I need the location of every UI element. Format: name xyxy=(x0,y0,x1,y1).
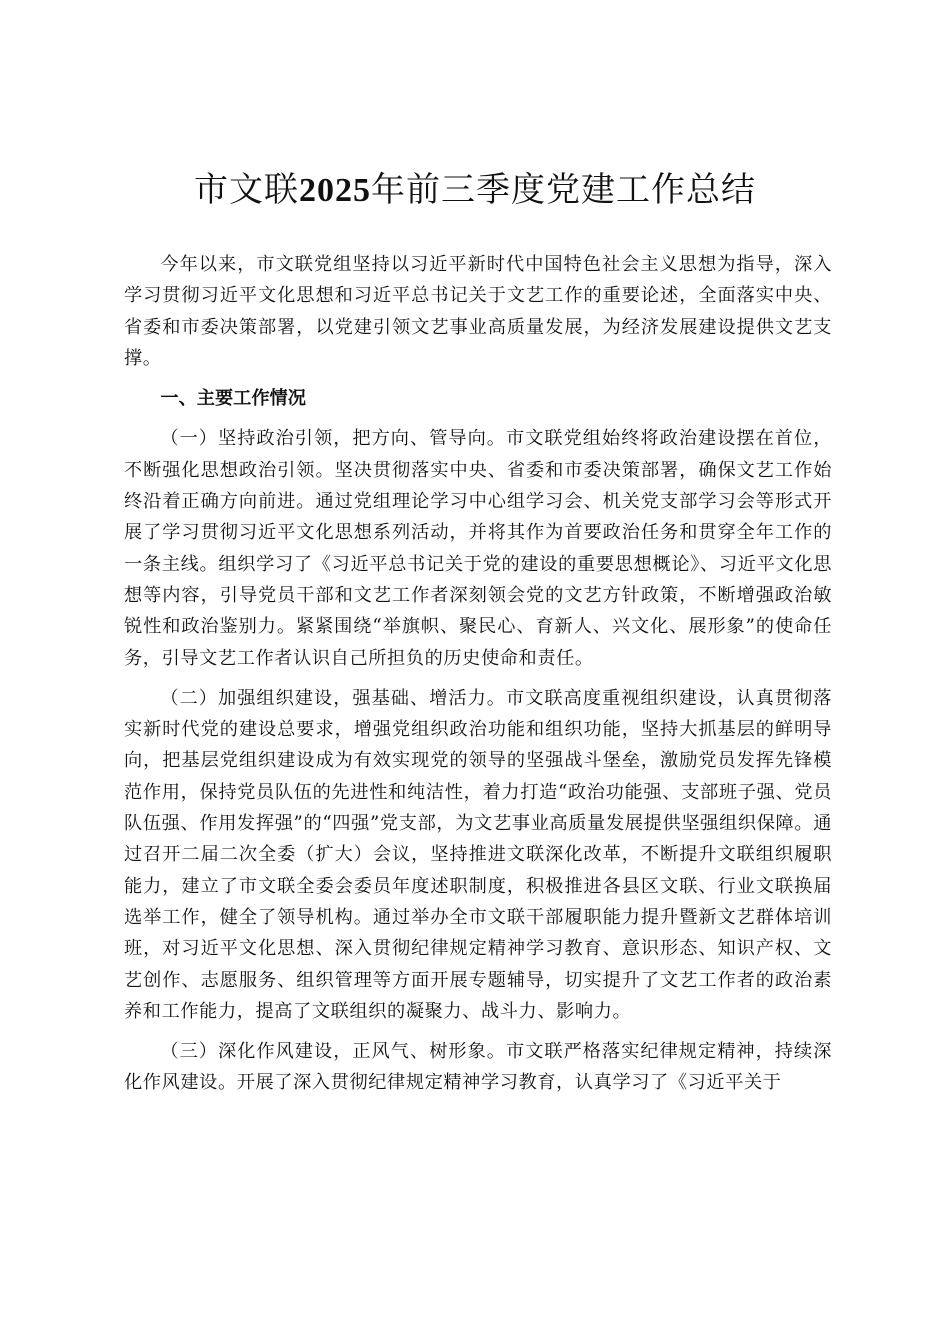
title-suffix: 年前三季度党建工作总结 xyxy=(371,170,756,210)
section-heading-main-work: 一、主要工作情况 xyxy=(160,388,306,410)
intro-paragraph: 今年以来，市文联党组坚持以习近平新时代中国特色社会主义思想为指导，深入学习贯彻习近平文化思想和习近平总书记关于文艺工作的重要论述，全面落实中央、省委和市委决策部署，以党建引领文艺事业高质量发展，为经济发展建设提供文艺支撑。 xyxy=(124,254,832,369)
paragraph-organization-building: （二）加强组织建设，强基础、增活力。市文联高度重视组织建设，认真贯彻落实新时代党的建设总要求，增强党组织政治功能和组织功能，坚持大抓基层的鲜明导向，把基层党组织建设成为有效实现党的领导的坚强战斗堡垒，激励党员发挥先锋模范作用，保持党员队伍的先进性和纯洁性，着力打造“政治功能强、支部班子强、党员队伍强、作用发挥强”的“四强”党支部，为文艺事业高质量发展提供坚强组织保障。通过召开二届二次全委（扩大）会议，坚持推进文联深化改革，不断提升文联组织履职能力，建立了市文联全委会委员年度述职制度，积极推进各县区文联、行业文联换届选举工作，健全了领导机构。通过举办全市文联干部履职能力提升暨新文艺群体培训班，对习近平文化思想、深入贯彻纪律规定精神学习教育、意识形态、知识产权、文艺创作、志愿服务、组织管理等方面开展专题辅导，切实提升了文艺工作者的政治素养和工作能力，提高了文联组织的凝聚力、战斗力、影响力。 xyxy=(124,687,832,1022)
document-body xyxy=(124,249,832,1099)
paragraph-work-style: （三）深化作风建设，正风气、树形象。市文联严格落实纪律规定精神，持续深化作风建设。开展了深入贯彻纪律规定精神学习教育，认真学习了《习近平关于 xyxy=(124,1041,832,1094)
title-prefix: 市文联 xyxy=(194,170,299,210)
paragraph-political-leadership: （一）坚持政治引领，把方向、管导向。市文联党组始终将政治建设摆在首位，不断强化思想政治引领。坚决贯彻落实中央、省委和市委决策部署，确保文艺工作始终沿着正确方向前进。通过党组理论学习中心组学习会、机关党支部学习会等形式开展了学习贯彻习近平文化思想系列活动，并将其作为首要政治任务和贯穿全年工作的一条主线。组织学习了《习近平总书记关于党的建设的重要思想概论》、习近平文化思想等内容，引导党员干部和文艺工作者深刻领会党的文艺方针政策，不断增强政治敏锐性和政治鉴别力。紧紧围绕“举旗帜、聚民心、育新人、兴文化、展形象”的使命任务，引导文艺工作者认识自己所担负的历史使命和责任。 xyxy=(124,428,832,669)
document-title xyxy=(0,162,950,219)
title-year: 2025 xyxy=(299,172,371,209)
